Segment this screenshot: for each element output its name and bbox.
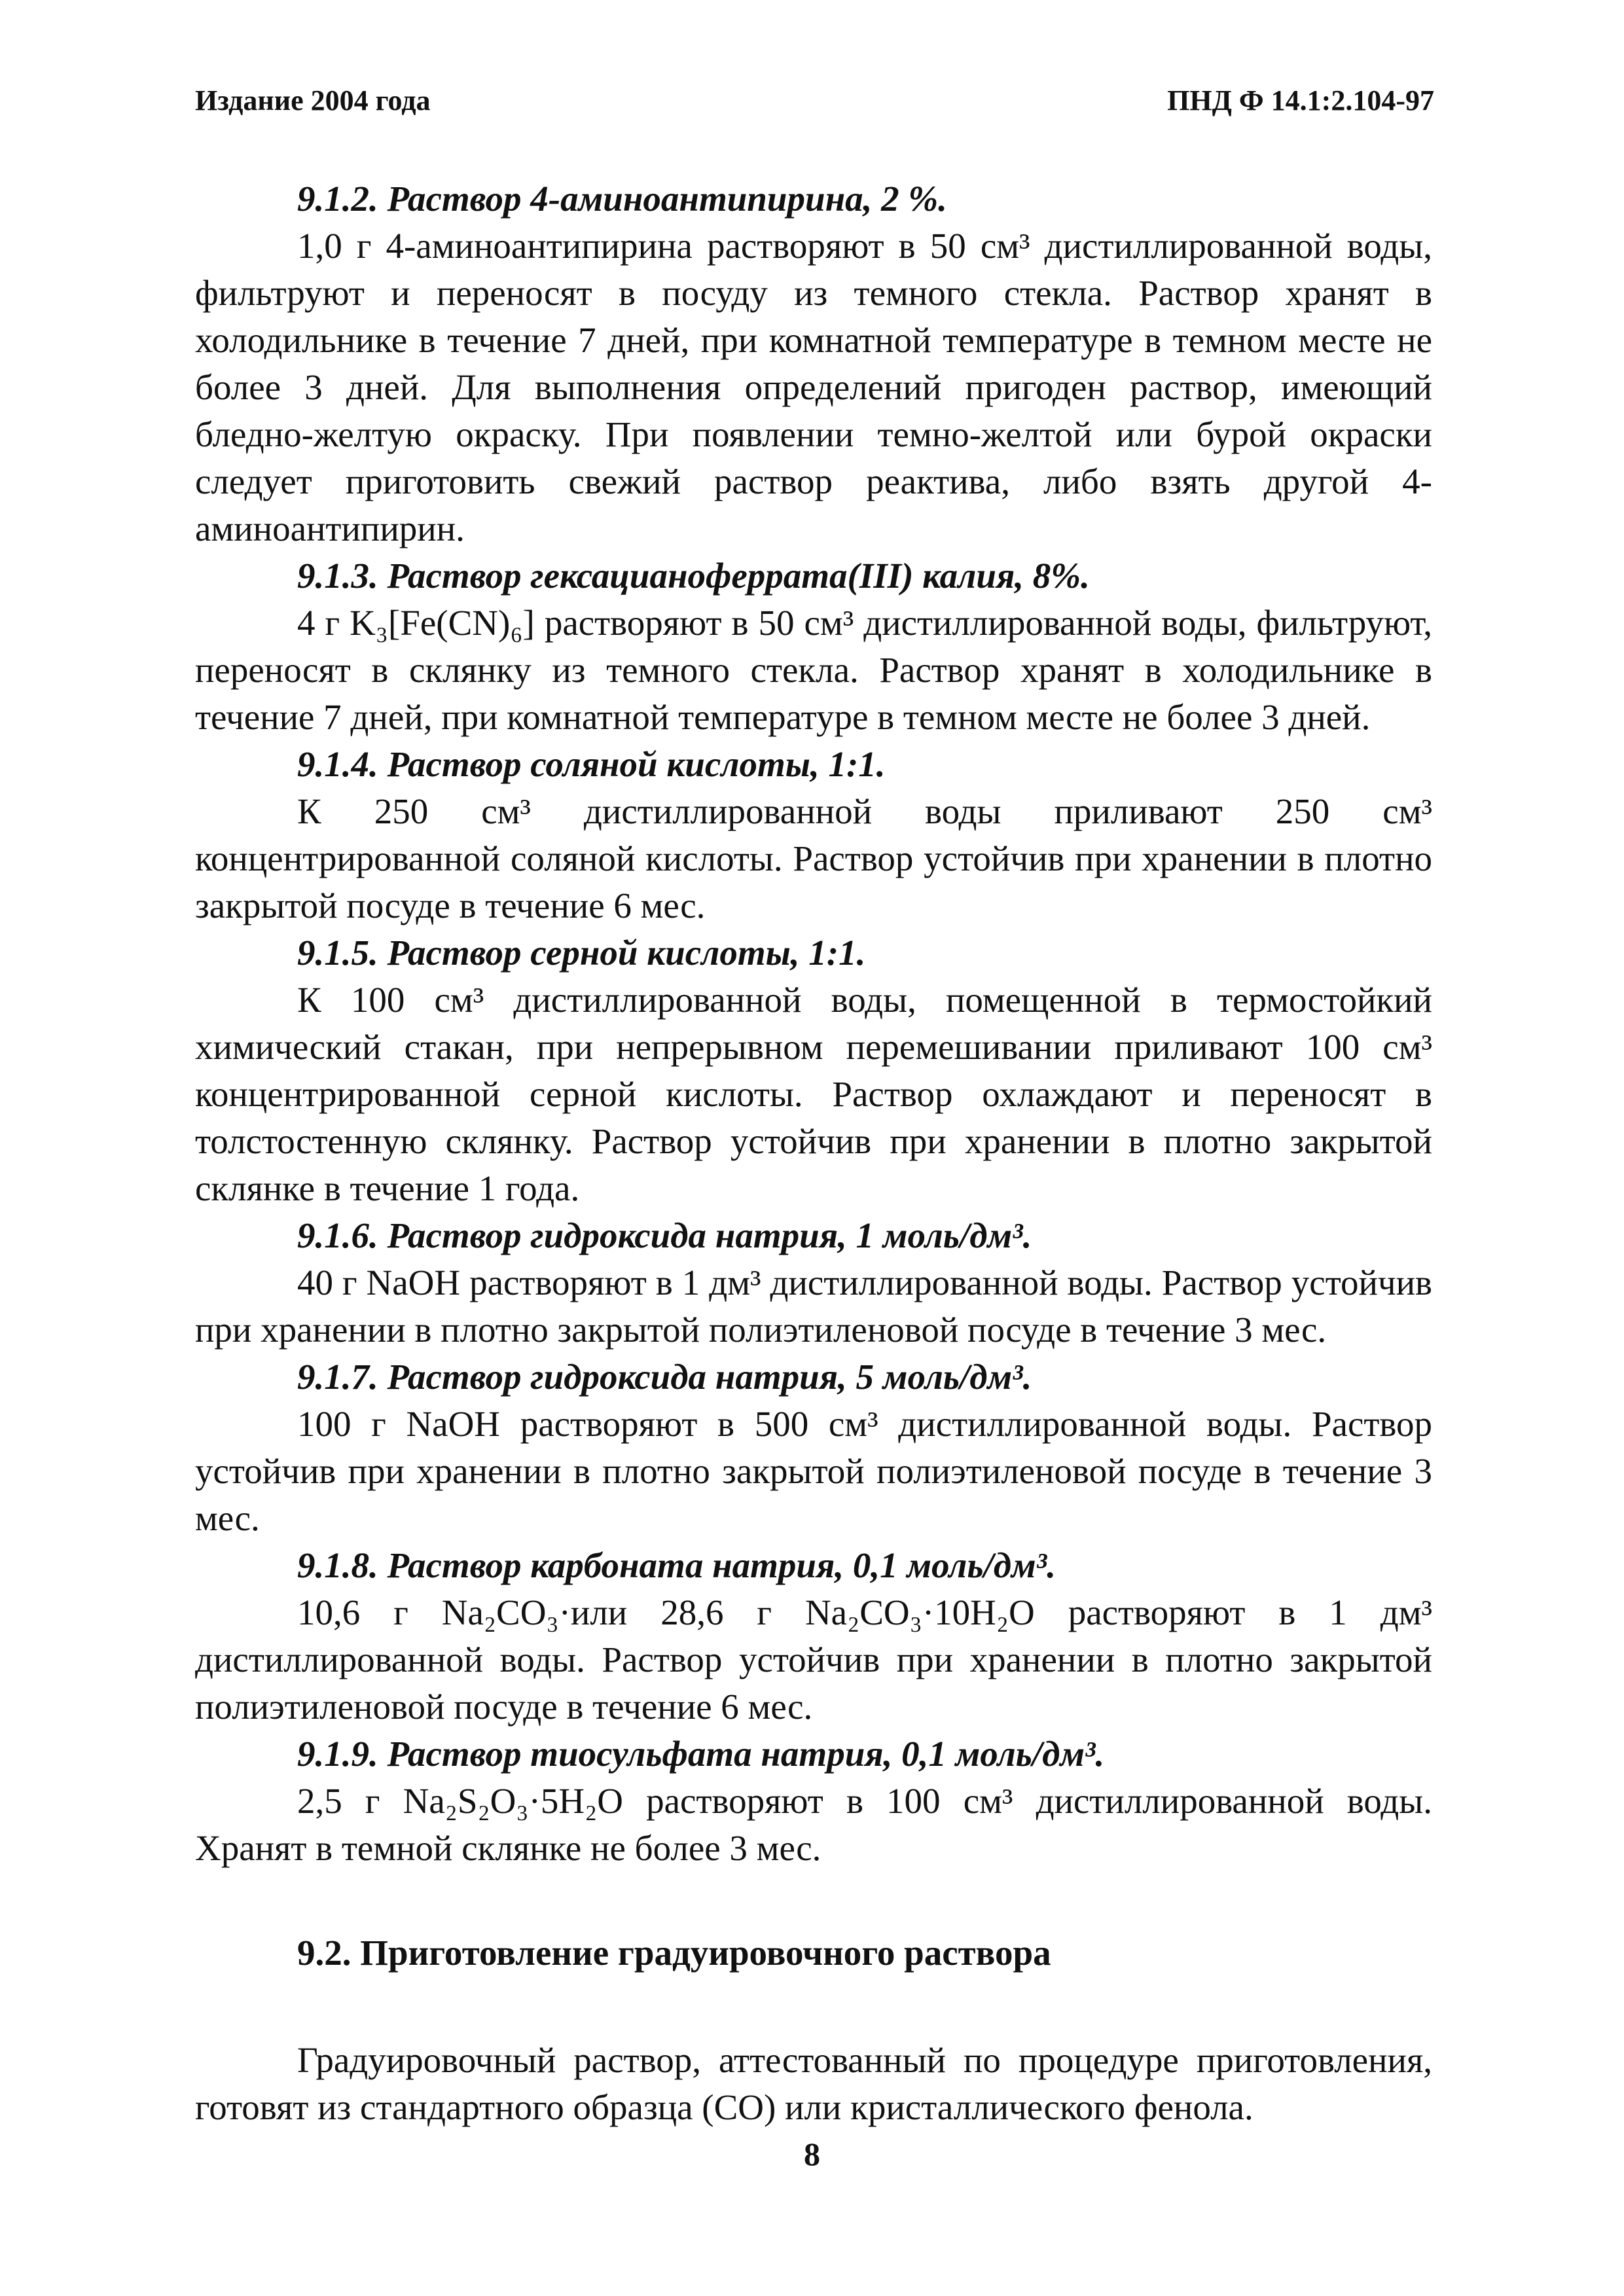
section-paragraph: 2,5 г Na₂S₂O₃·5H₂O растворяют в 100 см³ дистиллированной воды. Хранят в темной склянке не более 3 мес. (195, 1781, 1432, 1868)
section-9-1-9 (195, 1731, 1432, 1872)
section-paragraph: 100 г NaOH растворяют в 500 см³ дистиллированной воды. Раствор устойчив при хранении в плотно закрытой полиэтиленовой посуде в течение 3 мес. (195, 1404, 1432, 1538)
section-9-1-5 (195, 929, 1432, 1212)
edition-label: Издание 2004 года (195, 84, 431, 117)
page-number: 8 (804, 2136, 820, 2172)
section-9-1-2 (195, 175, 1432, 552)
document-body (195, 175, 1432, 2131)
section-title: 9.1.8. Раствор карбоната натрия, 0,1 моль/дм³. (297, 1545, 1056, 1585)
section-9-2-paragraph: Градуировочный раствор, аттестованный по процедуре приготовления, готовят из стандартного образца (СО) или кристаллического фенола. (195, 2040, 1432, 2127)
section-title: 9.1.2. Раствор 4-аминоантипирина, 2 %. (297, 179, 947, 219)
section-paragraph: К 250 см³ дистиллированной воды приливают 250 см³ концентрированной соляной кислоты. Раствор устойчив при хранении в плотно закрытой посуде в течение 6 мес. (195, 791, 1432, 925)
section-title: 9.1.9. Раствор тиосульфата натрия, 0,1 моль/дм³. (297, 1734, 1105, 1774)
section-paragraph: К 100 см³ дистиллированной воды, помещенной в термостойкий химический стакан, при непрерывном перемешивании приливают 100 см³ концентрированной серной кислоты. Раствор охлаждают и переносят в толстостенную склянку. Раствор устойчив при хранении в плотно закрытой склянке в течение 1 года. (195, 980, 1432, 1208)
section-title: 9.1.6. Раствор гидроксида натрия, 1 моль/дм³. (297, 1215, 1032, 1255)
section-title: 9.1.5. Раствор серной кислоты, 1:1. (297, 933, 866, 973)
section-title: 9.1.4. Раствор соляной кислоты, 1:1. (297, 744, 886, 784)
document-code: ПНД Ф 14.1:2.104-97 (1167, 84, 1434, 117)
section-paragraph: 1,0 г 4-аминоантипирина растворяют в 50 см³ дистиллированной воды, фильтруют и переносят в посуду из темного стекла. Раствор хранят в холодильнике в течение 7 дней, при комнатной температуре в темном месте не более 3 дней. Для выполнения определений пригоден раствор, имеющий бледно-желтую окраску. При появлении темно-желтой или бурой окраски следует приготовить свежий раствор реактива, либо взять другой 4-аминоантипирин. (195, 226, 1432, 548)
section-paragraph: 10,6 г Na₂CO₃·или 28,6 г Na₂CO₃·10H₂O растворяют в 1 дм³ дистиллированной воды. Раствор устойчив при хранении в плотно закрытой полиэтиленовой посуде в течение 6 мес. (195, 1592, 1432, 1727)
section-9-1-8 (195, 1542, 1432, 1731)
section-9-2-heading: 9.2. Приготовление градуировочного раствора (297, 1933, 1051, 1973)
section-9-1-6 (195, 1212, 1432, 1354)
section-9-1-4 (195, 741, 1432, 929)
section-9-1-7 (195, 1354, 1432, 1542)
section-title: 9.1.7. Раствор гидроксида натрия, 5 моль/дм³. (297, 1357, 1032, 1397)
section-9-1-3 (195, 552, 1432, 741)
section-title: 9.1.3. Раствор гексацианоферрата(III) калия, 8%. (297, 556, 1090, 596)
section-paragraph: 40 г NaOH растворяют в 1 дм³ дистиллированной воды. Раствор устойчив при хранении в плотно закрытой полиэтиленовой посуде в течение 3 мес. (195, 1263, 1432, 1350)
section-paragraph: 4 г K₃[Fe(CN)₆] растворяют в 50 см³ дистиллированной воды, фильтруют, переносят в склянку из темного стекла. Раствор хранят в холодильнике в течение 7 дней, при комнатной температуре в темном месте не более 3 дней. (195, 603, 1432, 737)
